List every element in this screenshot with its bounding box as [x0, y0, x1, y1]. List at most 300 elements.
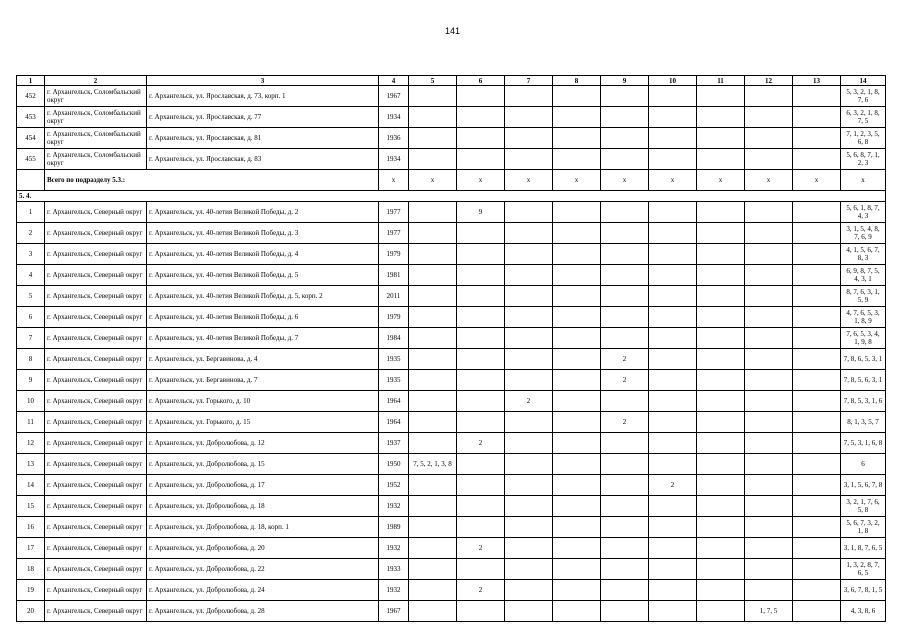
value-cell: [745, 370, 793, 391]
value-cell: [457, 370, 505, 391]
table-row: [17, 223, 886, 244]
value-cell: [409, 86, 457, 107]
value-cell: [601, 601, 649, 622]
value-cell: 7, 5, 2, 1, 3, 8: [409, 454, 457, 475]
value-cell: 5, 6, 8, 7, 1, 2, 3: [841, 149, 886, 170]
value-cell: [601, 580, 649, 601]
value-cell: [793, 454, 841, 475]
row-number: 453: [17, 107, 45, 128]
value-cell: [793, 475, 841, 496]
address-cell: г. Архангельск, ул. 40-летия Великой Победы, д. 5: [147, 265, 379, 286]
value-cell: 5, 6, 7, 3, 2, 1, 8: [841, 517, 886, 538]
table-row: [17, 475, 886, 496]
address-cell: г. Архангельск, ул. Ярославская, д. 83: [147, 149, 379, 170]
column-header: 12: [745, 76, 793, 86]
value-cell: [649, 107, 697, 128]
value-cell: [697, 496, 745, 517]
value-cell: [649, 223, 697, 244]
value-cell: [457, 517, 505, 538]
value-cell: [649, 149, 697, 170]
year-cell: 1935: [379, 349, 409, 370]
value-cell: [409, 307, 457, 328]
value-cell: [505, 128, 553, 149]
value-cell: [457, 149, 505, 170]
value-cell: [505, 517, 553, 538]
value-cell: [745, 286, 793, 307]
value-cell: [505, 538, 553, 559]
value-cell: [409, 286, 457, 307]
value-cell: [601, 538, 649, 559]
empty-cell: [17, 170, 45, 191]
value-cell: [409, 538, 457, 559]
value-cell: 2: [457, 538, 505, 559]
table-row: [17, 349, 886, 370]
value-cell: [409, 496, 457, 517]
value-cell: [793, 223, 841, 244]
value-cell: [409, 128, 457, 149]
value-cell: [745, 580, 793, 601]
column-header: 10: [649, 76, 697, 86]
table-row: [17, 128, 886, 149]
column-header: 8: [553, 76, 601, 86]
value-cell: [793, 128, 841, 149]
value-cell: [553, 475, 601, 496]
value-cell: [745, 559, 793, 580]
value-cell: [553, 517, 601, 538]
value-cell: [505, 86, 553, 107]
value-cell: [649, 370, 697, 391]
value-cell: 4, 7, 6, 5, 3, 1, 8, 9: [841, 307, 886, 328]
table-row: [17, 370, 886, 391]
value-cell: 2: [457, 580, 505, 601]
value-cell: [457, 244, 505, 265]
value-cell: 7, 6, 5, 3, 4, 1, 9, 8: [841, 328, 886, 349]
value-cell: [649, 86, 697, 107]
address-cell: г. Архангельск, ул. Горького, д. 10: [147, 391, 379, 412]
district-cell: г. Архангельск, Соломбальский округ: [45, 149, 147, 170]
row-number: 14: [17, 475, 45, 496]
value-cell: [409, 391, 457, 412]
value-cell: [793, 370, 841, 391]
value-cell: [553, 128, 601, 149]
column-header: 7: [505, 76, 553, 86]
value-cell: [793, 391, 841, 412]
value-cell: x: [745, 170, 793, 191]
table-row: [17, 149, 886, 170]
value-cell: x: [601, 170, 649, 191]
value-cell: [505, 107, 553, 128]
value-cell: [457, 349, 505, 370]
table-row: [17, 307, 886, 328]
value-cell: 7, 8, 5, 3, 1, 6: [841, 391, 886, 412]
value-cell: 7, 5, 3, 1, 6, 8: [841, 433, 886, 454]
address-cell: г. Архангельск, ул. Ярославская, д. 77: [147, 107, 379, 128]
district-cell: г. Архангельск, Северный округ: [45, 538, 147, 559]
address-cell: г. Архангельск, ул. 40-летия Великой Победы, д. 3: [147, 223, 379, 244]
row-number: 13: [17, 454, 45, 475]
value-cell: x: [457, 170, 505, 191]
table-row: [17, 265, 886, 286]
value-cell: [601, 265, 649, 286]
row-number: 4: [17, 265, 45, 286]
year-cell: 1977: [379, 202, 409, 223]
value-cell: x: [553, 170, 601, 191]
value-cell: [601, 559, 649, 580]
value-cell: 8, 7, 6, 3, 1, 5, 9: [841, 286, 886, 307]
value-cell: [793, 412, 841, 433]
value-cell: [457, 412, 505, 433]
value-cell: [793, 328, 841, 349]
table-row: [17, 412, 886, 433]
table-row: [17, 86, 886, 107]
value-cell: [553, 433, 601, 454]
year-cell: 1964: [379, 391, 409, 412]
value-cell: [601, 517, 649, 538]
table-row: [17, 202, 886, 223]
value-cell: [553, 86, 601, 107]
subtotal-label: Всего по подразделу 5.3.:: [45, 170, 379, 191]
address-cell: г. Архангельск, ул. Бергавинова, д. 4: [147, 349, 379, 370]
value-cell: [697, 538, 745, 559]
value-cell: [505, 202, 553, 223]
value-cell: [505, 286, 553, 307]
value-cell: [409, 433, 457, 454]
year-cell: 1937: [379, 433, 409, 454]
value-cell: [649, 601, 697, 622]
value-cell: [745, 149, 793, 170]
value-cell: [697, 349, 745, 370]
value-cell: [601, 307, 649, 328]
value-cell: [793, 433, 841, 454]
value-cell: [697, 391, 745, 412]
value-cell: [745, 307, 793, 328]
year-cell: 1979: [379, 307, 409, 328]
value-cell: 9: [457, 202, 505, 223]
value-cell: 6: [841, 454, 886, 475]
district-cell: г. Архангельск, Северный округ: [45, 517, 147, 538]
district-cell: г. Архангельск, Северный округ: [45, 601, 147, 622]
column-header: 5: [409, 76, 457, 86]
value-cell: [697, 223, 745, 244]
year-cell: 1935: [379, 370, 409, 391]
row-number: 1: [17, 202, 45, 223]
address-cell: г. Архангельск, ул. Добролюбова, д. 12: [147, 433, 379, 454]
row-number: 5: [17, 286, 45, 307]
district-cell: г. Архангельск, Северный округ: [45, 286, 147, 307]
district-cell: г. Архангельск, Соломбальский округ: [45, 86, 147, 107]
value-cell: 3, 2, 1, 7, 6, 5, 8: [841, 496, 886, 517]
value-cell: [649, 538, 697, 559]
value-cell: 1, 3, 2, 8, 7, 6, 5: [841, 559, 886, 580]
column-header: 3: [147, 76, 379, 86]
district-cell: г. Архангельск, Северный округ: [45, 244, 147, 265]
value-cell: [505, 349, 553, 370]
value-cell: [553, 286, 601, 307]
value-cell: 8, 1, 3, 5, 7: [841, 412, 886, 433]
value-cell: [793, 496, 841, 517]
address-cell: г. Архангельск, ул. Добролюбова, д. 15: [147, 454, 379, 475]
value-cell: [601, 107, 649, 128]
value-cell: [457, 328, 505, 349]
row-number: 2: [17, 223, 45, 244]
table-row: [17, 286, 886, 307]
value-cell: [601, 391, 649, 412]
value-cell: [409, 370, 457, 391]
district-cell: г. Архангельск, Северный округ: [45, 307, 147, 328]
value-cell: [793, 202, 841, 223]
register-table: [16, 75, 886, 622]
value-cell: [649, 349, 697, 370]
address-cell: г. Архангельск, ул. Бергавинова, д. 7: [147, 370, 379, 391]
value-cell: 2: [457, 433, 505, 454]
value-cell: [697, 202, 745, 223]
value-cell: 4, 1, 5, 6, 7, 8, 3: [841, 244, 886, 265]
value-cell: [745, 538, 793, 559]
address-cell: г. Архангельск, ул. Ярославская, д. 81: [147, 128, 379, 149]
value-cell: [649, 202, 697, 223]
value-cell: [409, 149, 457, 170]
value-cell: [793, 307, 841, 328]
value-cell: 2: [601, 349, 649, 370]
value-cell: [697, 244, 745, 265]
row-number: 11: [17, 412, 45, 433]
value-cell: [793, 559, 841, 580]
value-cell: [457, 86, 505, 107]
value-cell: [697, 328, 745, 349]
value-cell: [409, 601, 457, 622]
year-cell: 1932: [379, 496, 409, 517]
value-cell: [649, 286, 697, 307]
address-cell: г. Архангельск, ул. 40-летия Великой Победы, д. 7: [147, 328, 379, 349]
year-cell: 1950: [379, 454, 409, 475]
table-row: [17, 244, 886, 265]
value-cell: [793, 265, 841, 286]
value-cell: [697, 307, 745, 328]
value-cell: [505, 307, 553, 328]
value-cell: [793, 149, 841, 170]
value-cell: [601, 86, 649, 107]
district-cell: г. Архангельск, Северный округ: [45, 475, 147, 496]
value-cell: [457, 559, 505, 580]
value-cell: 7, 8, 5, 6, 3, 1: [841, 370, 886, 391]
value-cell: [745, 433, 793, 454]
value-cell: x: [379, 170, 409, 191]
row-number: 16: [17, 517, 45, 538]
table-row: [17, 454, 886, 475]
value-cell: [745, 475, 793, 496]
value-cell: [457, 107, 505, 128]
value-cell: [649, 559, 697, 580]
value-cell: [745, 202, 793, 223]
value-cell: [409, 265, 457, 286]
value-cell: [505, 370, 553, 391]
value-cell: [457, 128, 505, 149]
district-cell: г. Архангельск, Северный округ: [45, 202, 147, 223]
value-cell: [745, 412, 793, 433]
address-cell: г. Архангельск, ул. 40-летия Великой Победы, д. 6: [147, 307, 379, 328]
value-cell: [505, 223, 553, 244]
value-cell: x: [697, 170, 745, 191]
value-cell: [745, 517, 793, 538]
value-cell: [601, 286, 649, 307]
row-number: 7: [17, 328, 45, 349]
address-cell: г. Архангельск, ул. Добролюбова, д. 20: [147, 538, 379, 559]
value-cell: [601, 223, 649, 244]
value-cell: [793, 244, 841, 265]
value-cell: [505, 265, 553, 286]
value-cell: 7, 8, 6, 5, 3, 1: [841, 349, 886, 370]
year-cell: 2011: [379, 286, 409, 307]
district-cell: г. Архангельск, Северный округ: [45, 391, 147, 412]
year-cell: 1932: [379, 580, 409, 601]
district-cell: г. Архангельск, Северный округ: [45, 412, 147, 433]
page-number: 141: [444, 26, 461, 36]
district-cell: г. Архангельск, Северный округ: [45, 433, 147, 454]
address-cell: г. Архангельск, ул. Добролюбова, д. 24: [147, 580, 379, 601]
value-cell: [409, 202, 457, 223]
value-cell: [601, 454, 649, 475]
subtotal-row: [17, 170, 886, 191]
value-cell: 1, 7, 5: [745, 601, 793, 622]
value-cell: 3, 1, 5, 4, 8, 7, 6, 9: [841, 223, 886, 244]
value-cell: [553, 370, 601, 391]
value-cell: [745, 107, 793, 128]
column-header: 1: [17, 76, 45, 86]
value-cell: [505, 149, 553, 170]
value-cell: x: [793, 170, 841, 191]
table-row: [17, 601, 886, 622]
row-number: 8: [17, 349, 45, 370]
value-cell: [601, 149, 649, 170]
section-label: 5. 4.: [17, 191, 886, 202]
row-number: 454: [17, 128, 45, 149]
value-cell: [457, 223, 505, 244]
year-cell: 1989: [379, 517, 409, 538]
value-cell: [409, 107, 457, 128]
value-cell: [793, 349, 841, 370]
value-cell: [649, 496, 697, 517]
header-row: [17, 76, 886, 86]
value-cell: x: [841, 170, 886, 191]
column-header: 13: [793, 76, 841, 86]
value-cell: [793, 517, 841, 538]
value-cell: [505, 475, 553, 496]
district-cell: г. Архангельск, Северный округ: [45, 496, 147, 517]
value-cell: [553, 244, 601, 265]
year-cell: 1967: [379, 86, 409, 107]
year-cell: 1934: [379, 149, 409, 170]
value-cell: [793, 86, 841, 107]
value-cell: 7, 1, 2, 3, 5, 6, 8: [841, 128, 886, 149]
address-cell: г. Архангельск, ул. 40-летия Великой Победы, д. 5, корп. 2: [147, 286, 379, 307]
value-cell: [457, 496, 505, 517]
value-cell: 2: [505, 391, 553, 412]
address-cell: г. Архангельск, ул. 40-летия Великой Победы, д. 4: [147, 244, 379, 265]
value-cell: [649, 412, 697, 433]
district-cell: г. Архангельск, Соломбальский округ: [45, 128, 147, 149]
table-row: [17, 538, 886, 559]
value-cell: [649, 433, 697, 454]
value-cell: 2: [601, 412, 649, 433]
year-cell: 1964: [379, 412, 409, 433]
table-row: [17, 107, 886, 128]
value-cell: x: [649, 170, 697, 191]
value-cell: 3, 1, 5, 6, 7, 8: [841, 475, 886, 496]
district-cell: г. Архангельск, Северный округ: [45, 370, 147, 391]
value-cell: [457, 454, 505, 475]
value-cell: [601, 128, 649, 149]
row-number: 17: [17, 538, 45, 559]
value-cell: [553, 223, 601, 244]
year-cell: 1984: [379, 328, 409, 349]
value-cell: [649, 391, 697, 412]
value-cell: [745, 349, 793, 370]
table-row: [17, 496, 886, 517]
value-cell: x: [409, 170, 457, 191]
value-cell: [793, 286, 841, 307]
value-cell: [457, 391, 505, 412]
value-cell: [553, 328, 601, 349]
value-cell: [409, 328, 457, 349]
value-cell: [697, 86, 745, 107]
value-cell: [601, 496, 649, 517]
value-cell: [553, 349, 601, 370]
value-cell: [505, 244, 553, 265]
column-header: 9: [601, 76, 649, 86]
year-cell: 1981: [379, 265, 409, 286]
district-cell: г. Архангельск, Северный округ: [45, 349, 147, 370]
year-cell: 1932: [379, 538, 409, 559]
year-cell: 1933: [379, 559, 409, 580]
value-cell: [409, 223, 457, 244]
value-cell: [553, 265, 601, 286]
value-cell: [457, 475, 505, 496]
district-cell: г. Архангельск, Северный округ: [45, 265, 147, 286]
value-cell: [745, 496, 793, 517]
column-header: 11: [697, 76, 745, 86]
column-header: 2: [45, 76, 147, 86]
district-cell: г. Архангельск, Северный округ: [45, 580, 147, 601]
value-cell: [697, 265, 745, 286]
value-cell: [697, 370, 745, 391]
district-cell: г. Архангельск, Северный округ: [45, 223, 147, 244]
value-cell: [601, 433, 649, 454]
value-cell: [745, 265, 793, 286]
district-cell: г. Архангельск, Соломбальский округ: [45, 107, 147, 128]
value-cell: [505, 412, 553, 433]
value-cell: [505, 580, 553, 601]
value-cell: 4, 3, 8, 6: [841, 601, 886, 622]
year-cell: 1967: [379, 601, 409, 622]
value-cell: [745, 391, 793, 412]
value-cell: [745, 454, 793, 475]
value-cell: [697, 517, 745, 538]
value-cell: [793, 538, 841, 559]
value-cell: [457, 265, 505, 286]
value-cell: [553, 559, 601, 580]
address-cell: г. Архангельск, ул. 40-летия Великой Победы, д. 2: [147, 202, 379, 223]
value-cell: [553, 412, 601, 433]
value-cell: [505, 496, 553, 517]
value-cell: [505, 601, 553, 622]
value-cell: [745, 128, 793, 149]
column-header: 6: [457, 76, 505, 86]
row-number: 3: [17, 244, 45, 265]
address-cell: г. Архангельск, ул. Добролюбова, д. 18: [147, 496, 379, 517]
year-cell: 1977: [379, 223, 409, 244]
section-row: [17, 191, 886, 202]
value-cell: [697, 580, 745, 601]
